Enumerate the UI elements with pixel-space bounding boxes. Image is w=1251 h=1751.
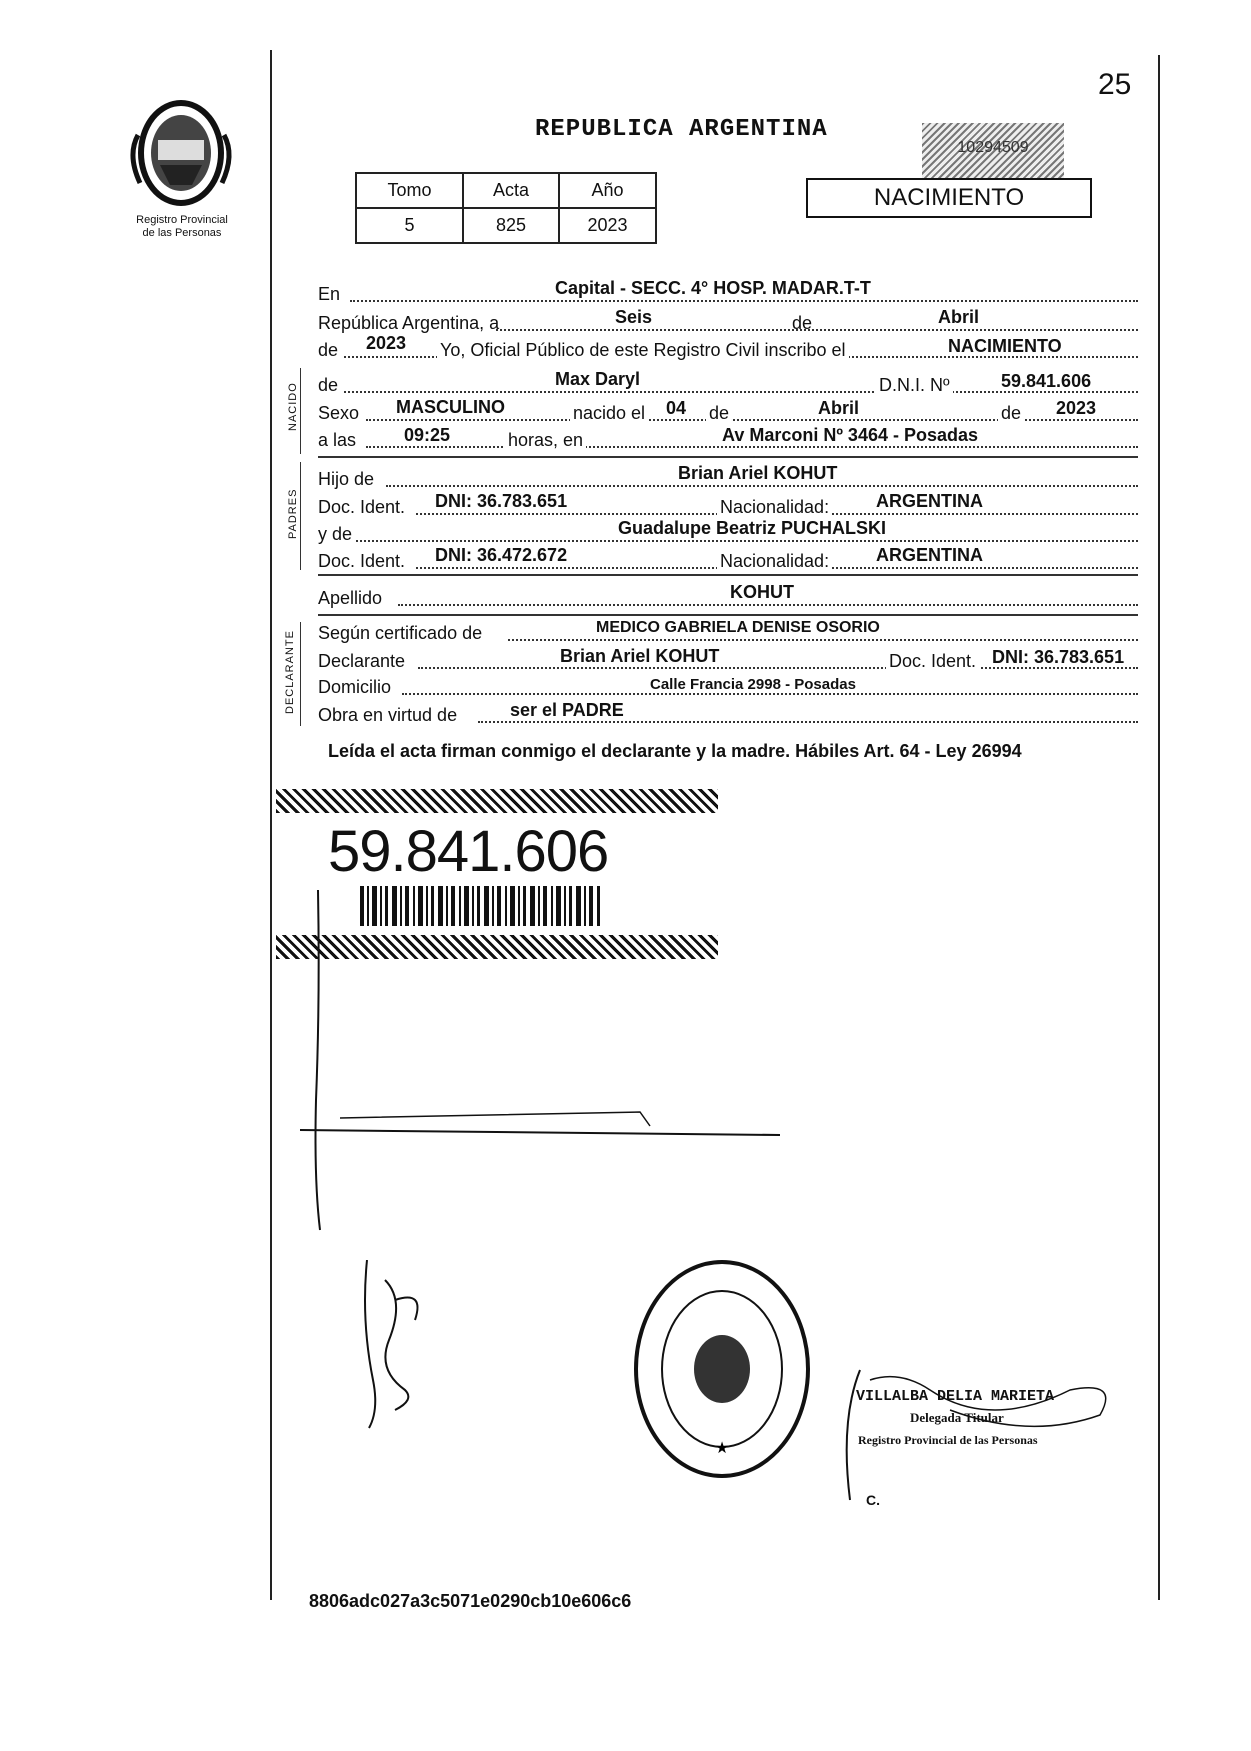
acta-header: Acta [463, 173, 559, 208]
value-madre-nac: ARGENTINA [876, 545, 983, 565]
logo-caption-line-1: Registro Provincial [136, 214, 228, 226]
label-a-las: a las [318, 430, 357, 450]
value-obra: ser el PADRE [510, 700, 624, 720]
svg-text:★: ★ [714, 1440, 730, 1457]
label-horas-en: horas, en [505, 430, 586, 450]
barcode-number: 59.841.606 [328, 819, 609, 884]
label-de-nac-mes: de [706, 403, 732, 423]
stamp-code: 10294509 [957, 139, 1029, 156]
official-office: Registro Provincial de las Personas [858, 1433, 1038, 1447]
left-margin-line [270, 50, 272, 1600]
label-doc-padre: Doc. Ident. [318, 497, 406, 517]
official-initial: C. [866, 1492, 880, 1508]
section-nacido: NACIDO [287, 382, 299, 431]
separator-declarante [318, 614, 1138, 616]
official-seal [632, 1258, 812, 1480]
value-lugar: Capital - SECC. 4° HOSP. MADAR.T-T [555, 278, 871, 298]
right-margin-line [1158, 55, 1160, 1600]
record-table [355, 172, 657, 244]
label-doc-declarante: Doc. Ident. [886, 651, 979, 671]
value-madre: Guadalupe Beatriz PUCHALSKI [618, 518, 887, 538]
value-sexo: MASCULINO [396, 397, 505, 417]
label-hijo-de: Hijo de [318, 469, 375, 489]
label-nac-padre: Nacionalidad: [717, 497, 832, 517]
logo-caption-line-2: de las Personas [142, 227, 222, 239]
label-de-nombre: de [318, 375, 339, 395]
anio-value: 2023 [559, 208, 656, 243]
closing-text: Leída el acta firman conmigo el declarante y la madre. Hábiles Art. 64 - Ley 26994 [328, 741, 1022, 761]
value-nac-anio: 2023 [1056, 398, 1097, 418]
label-domicilio: Domicilio [318, 677, 392, 697]
separator-padres [318, 456, 1138, 458]
acta-value: 825 [463, 208, 559, 243]
label-de-nac-anio: de [998, 403, 1024, 423]
section-declarante: DECLARANTE [284, 630, 296, 714]
value-anio: 2023 [366, 333, 407, 353]
value-nac-mes: Abril [818, 398, 860, 418]
value-padre: Brian Ariel KOHUT [678, 463, 838, 483]
label-y-de: y de [318, 524, 353, 544]
label-obra: Obra en virtud de [318, 705, 458, 725]
value-dni: 59.841.606 [1001, 371, 1092, 391]
label-declarante: Declarante [318, 651, 406, 671]
province-logo [122, 95, 240, 213]
label-republica: República Argentina, a [318, 313, 500, 333]
record-type: NACIMIENTO [873, 184, 1025, 211]
anio-header: Año [559, 173, 656, 208]
value-padre-doc: DNI: 36.783.651 [435, 491, 568, 511]
label-de-mes: de [792, 313, 813, 333]
separator-apellido [318, 574, 1138, 576]
value-declarante: Brian Ariel KOHUT [560, 646, 720, 666]
label-doc-madre: Doc. Ident. [318, 551, 406, 571]
value-domicilio: Calle Francia 2998 - Posadas [650, 676, 856, 693]
page-number: 25 [1098, 68, 1132, 101]
logo-caption [112, 214, 252, 240]
security-band-top [276, 789, 718, 813]
value-padre-nac: ARGENTINA [876, 491, 983, 511]
value-lugar-nac: Av Marconi Nº 3464 - Posadas [722, 425, 979, 445]
value-declarante-doc: DNI: 36.783.651 [992, 647, 1125, 667]
label-sexo: Sexo [318, 403, 360, 423]
record-table-header [356, 173, 656, 208]
value-hora: 09:25 [404, 425, 451, 445]
document-title: REPUBLICA ARGENTINA [535, 116, 828, 143]
label-segun: Según certificado de [318, 623, 483, 643]
official-role: Delegada Titular [910, 1410, 1004, 1425]
label-dni: D.N.I. Nº [876, 375, 953, 395]
value-nac-dia: 04 [666, 398, 687, 418]
tomo-header: Tomo [356, 173, 463, 208]
label-yo: Yo, Oficial Público de este Registro Civil inscribo el [437, 340, 849, 360]
document-hash: 8806adc027a3c5071e0290cb10e606c6 [309, 1591, 632, 1611]
security-stamp [922, 123, 1064, 179]
label-nacido-el: nacido el [570, 403, 648, 423]
record-table-values [356, 208, 656, 243]
record-type-box [806, 178, 1092, 218]
tomo-value: 5 [356, 208, 463, 243]
value-mes: Abril [938, 307, 980, 327]
label-de-anio: de [318, 340, 339, 360]
value-dia: Seis [615, 307, 653, 327]
official-name: VILLALBA DELIA MARIETA [856, 1388, 1055, 1405]
label-apellido: Apellido [318, 588, 383, 608]
section-padres: PADRES [287, 488, 299, 539]
official-signature [830, 1360, 1130, 1510]
label-en: En [318, 284, 341, 304]
handwritten-signature [355, 1260, 445, 1430]
signature-strokes [280, 880, 800, 1240]
value-apellido: KOHUT [730, 582, 794, 602]
value-certificado: MEDICO GABRIELA DENISE OSORIO [596, 619, 880, 636]
value-madre-doc: DNI: 36.472.672 [435, 545, 568, 565]
value-acto: NACIMIENTO [948, 336, 1062, 356]
label-nac-madre: Nacionalidad: [717, 551, 832, 571]
value-nombre: Max Daryl [555, 369, 641, 389]
